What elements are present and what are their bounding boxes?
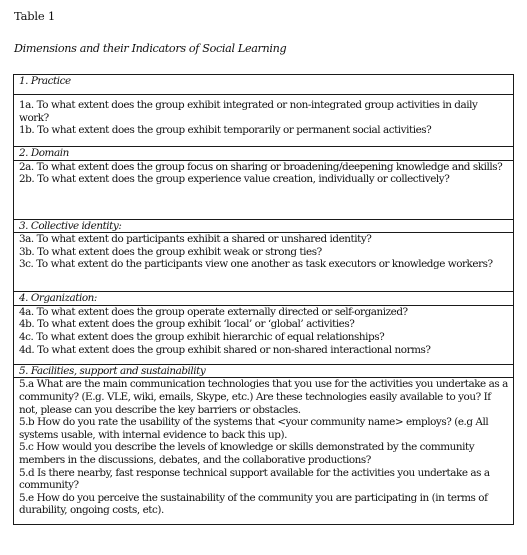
section-body-row (14, 378, 514, 525)
section-heading-row (14, 219, 514, 233)
table-label: Table 1 (14, 9, 56, 23)
question-4a: 4a. To what extent does the group operate externally directed or self-organized? (19, 305, 408, 318)
question-4b: 4b. To what extent does the group exhibit ‘local’ or ‘global’ activities? (19, 318, 355, 331)
section-body-organization (14, 305, 514, 364)
question-2b: 2b. To what extent does the group experience value creation, individually or collectively? (19, 173, 450, 186)
section-body-collective-identity (14, 233, 514, 292)
section-body-row (14, 233, 514, 292)
section-heading-row (14, 364, 514, 378)
section-heading-facilities: 5. Facilities, support and sustainability (14, 364, 514, 378)
question-5e: 5.e How do you perceive the sustainability of the community you are participating in (in terms of durability, ongoing costs, etc). (19, 491, 488, 517)
question-1b: 1b. To what extent does the group exhibit temporarily or permanent social activities? (19, 124, 432, 137)
question-4c: 4c. To what extent does the group exhibit hierarchic of equal relationships? (19, 330, 385, 343)
section-body-row (14, 95, 514, 147)
section-body-facilities (14, 378, 514, 525)
question-3c: 3c. To what extent do the participants view one another as task executors or knowledge workers? (19, 258, 493, 271)
section-body-row (14, 305, 514, 364)
question-2a: 2a. To what extent does the group focus on sharing or broadening/deepening knowledge and skills? (19, 160, 503, 173)
section-heading-organization: 4. Organization: (14, 292, 514, 306)
question-5d: 5.d Is there nearby, fast response technical support available for the activities you undertake as a community? (19, 466, 490, 492)
section-heading-row (14, 292, 514, 306)
section-body-practice (14, 95, 514, 147)
section-heading-collective-identity: 3. Collective identity: (14, 219, 514, 233)
indicators-table (13, 74, 514, 525)
question-3a: 3a. To what extent do participants exhibit a shared or unshared identity? (19, 233, 372, 246)
table-caption: Dimensions and their Indicators of Social Learning (14, 42, 287, 55)
section-body-row (14, 160, 514, 219)
section-heading-row (14, 75, 514, 95)
section-heading-domain: 2. Domain (14, 147, 514, 161)
question-3b: 3b. To what extent does the group exhibit weak or strong ties? (19, 245, 322, 258)
question-5a: 5.a What are the main communication technologies that you use for the activities you undertake as a community? (E.g. VLE, wiki, emails, Skype, etc.) Are these technologies easily available to you? If not, please can you describe the key barriers or obstacles. (19, 378, 508, 416)
section-heading-practice: 1. Practice (14, 75, 514, 95)
question-5b: 5.b How do you rate the usability of the systems that <your community name> employs? (e.g All systems usable, with internal evidence to back this up). (19, 416, 489, 441)
question-1a: 1a. To what extent does the group exhibit integrated or non-integrated group activities in daily work? (19, 99, 478, 124)
question-4d: 4d. To what extent does the group exhibit shared or non-shared interactional norms? (19, 343, 431, 356)
section-body-domain (14, 160, 514, 219)
question-5c: 5.c How would you describe the levels of knowledge or skills demonstrated by the community members in the discussions, debates, and the collaborative productions? (19, 441, 475, 466)
section-heading-row (14, 147, 514, 161)
